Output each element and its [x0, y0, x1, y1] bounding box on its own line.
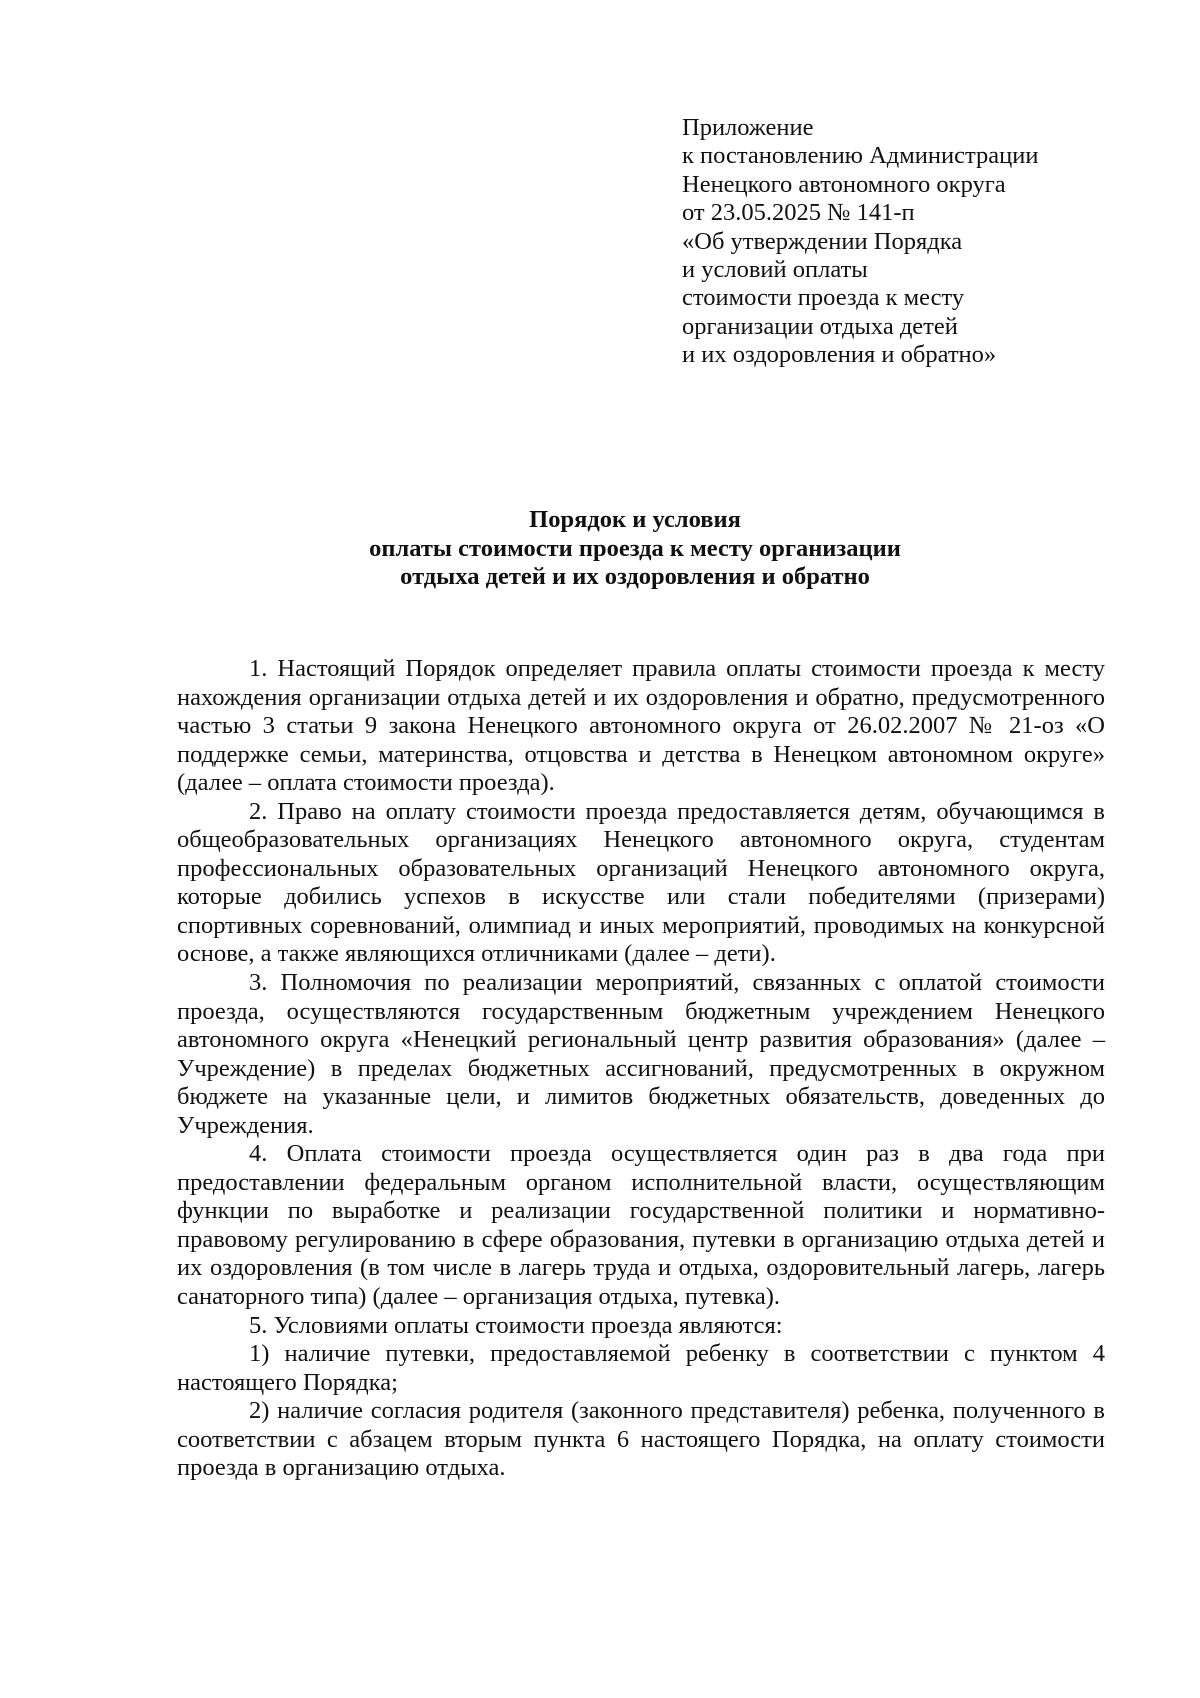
paragraph-3: 3. Полномочия по реализации мероприятий, связанных с оплатой стоимости проезда, осуществляются государственным бюджетным учреждением Ненецкого автономного округа «Ненецкий региональный центр развития образования» (далее – Учреждение) в пределах бюджетных ассигнований, предусмотренных в окружном бюджете на указанные цели, и лимитов бюджетных обязательств, доведенных до Учреждения. [177, 969, 1105, 1139]
appendix-line: организации отдыха детей [682, 312, 958, 340]
paragraph-5-item-1: 1) наличие путевки, предоставляемой ребенку в соответствии с пунктом 4 настоящего Порядка; [177, 1340, 1105, 1396]
appendix-line: Приложение [682, 114, 814, 141]
appendix-line: и условий оплаты [682, 256, 868, 284]
appendix-block [682, 114, 1142, 370]
paragraph-2: 2. Право на оплату стоимости проезда предоставляется детям, обучающимся в общеобразовательных организациях Ненецкого автономного округа, студентам профессиональных образовательных организаций Ненецкого автономного округа, которые добились успехов в искусстве или стали победителями (призерами) спортивных соревнований, олимпиад и иных мероприятий, проводимых на конкурсной основе, а также являющихся отличниками (далее – дети). [177, 797, 1105, 968]
appendix-line: к постановлению Администрации [682, 142, 1039, 170]
paragraph-4: 4. Оплата стоимости проезда осуществляется один раз в два года при предоставлении федеральным органом исполнительной власти, осуществляющим функции по выработке и реализации государственной политики и нормативно-правовому регулированию в сфере образования, путевки в организацию отдыха детей и их оздоровления (в том числе в лагерь труда и отдыха, оздоровительный лагерь, лагерь санаторного типа) (далее – организация отдыха, путевка). [177, 1140, 1105, 1311]
appendix-line: «Об утверждении Порядка [682, 227, 963, 255]
title-line: Порядок и условия [529, 506, 741, 533]
title-line: оплаты стоимости проезда к месту организации [369, 534, 901, 562]
appendix-line: Ненецкого автономного округа [682, 170, 1006, 198]
appendix-line: и их оздоровления и обратно» [682, 341, 997, 369]
document-title [170, 506, 1100, 592]
appendix-line: стоимости проезда к месту [682, 284, 965, 312]
paragraph-5: 5. Условиями оплаты стоимости проезда являются: [249, 1311, 783, 1339]
title-line: отдыха детей и их оздоровления и обратно [400, 563, 870, 590]
document-body [177, 655, 1105, 1483]
paragraph-1: 1. Настоящий Порядок определяет правила оплаты стоимости проезда к месту нахождения организации отдыха детей и их оздоровления и обратно, предусмотренного частью 3 статьи 9 закона Ненецкого автономного округа от 26.02.2007 № 21-оз «О поддержке семьи, материнства, отцовства и детства в Ненецком автономном округе» (далее – оплата стоимости проезда). [177, 655, 1105, 797]
appendix-line: от 23.05.2025 № 141-п [682, 199, 915, 227]
paragraph-5-item-2: 2) наличие согласия родителя (законного представителя) ребенка, полученного в соответствии с абзацем вторым пункта 6 настоящего Порядка, на оплату стоимости проезда в организацию отдыха. [177, 1397, 1105, 1482]
